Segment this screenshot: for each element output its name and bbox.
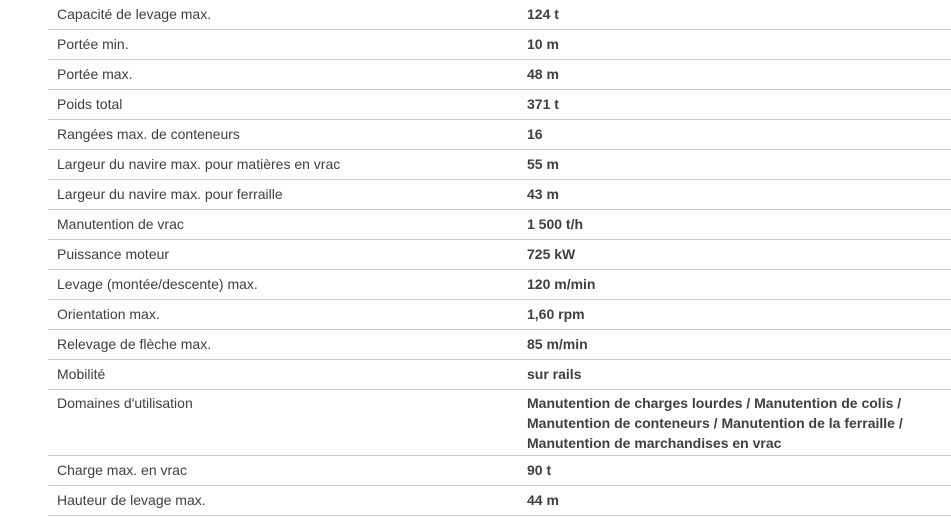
spec-value: Manutention de charges lourdes / Manutention de colis / Manutention de conteneurs / Manutention de la ferraille / Manutention de marchandises en vrac [527,395,903,451]
spec-row-levage-montee-descente [48,270,951,300]
spec-value: 1 500 t/h [527,216,584,232]
spec-row-largeur-navire-ferraille [48,180,951,210]
spec-row-poids-total [48,90,951,120]
spec-label: Hauteur de levage max. [57,492,206,508]
spec-label: Relevage de flèche max. [57,336,212,352]
spec-row-manutention-vrac [48,210,951,240]
spec-row-portee-max [48,60,951,90]
spec-value: 43 m [527,186,559,202]
spec-label: Domaines d'utilisation [57,395,193,411]
spec-label: Orientation max. [57,306,160,322]
spec-label: Rangées max. de conteneurs [57,126,240,142]
spec-row-relevage-fleche [48,330,951,360]
spec-value: 90 t [527,462,552,478]
spec-label: Largeur du navire max. pour ferraille [57,186,283,202]
spec-row-mobilite [48,360,951,390]
spec-row-capacite-levage [48,0,951,30]
specs-table [48,0,951,516]
spec-value: 10 m [527,36,559,52]
spec-value: 16 [527,126,543,142]
spec-value: 725 kW [527,246,576,262]
spec-label: Largeur du navire max. pour matières en vrac [57,156,341,172]
spec-label: Mobilité [57,366,106,382]
spec-value: 48 m [527,66,559,82]
spec-row-hauteur-levage [48,486,951,516]
spec-value: 55 m [527,156,559,172]
spec-label: Capacité de levage max. [57,6,212,22]
spec-label: Portée max. [57,66,133,82]
spec-value: 85 m/min [527,336,588,352]
spec-value: 1,60 rpm [527,306,585,322]
spec-label: Puissance moteur [57,246,170,262]
spec-row-portee-min [48,30,951,60]
spec-value: 120 m/min [527,276,596,292]
spec-value: 371 t [527,96,559,112]
spec-value: sur rails [527,366,582,382]
spec-label: Manutention de vrac [57,216,184,232]
spec-value: 44 m [527,492,559,508]
spec-label: Portée min. [57,36,129,52]
spec-row-domaines-utilisation [48,390,951,456]
spec-row-orientation-max [48,300,951,330]
spec-row-rangees-conteneurs [48,120,951,150]
spec-row-charge-max-vrac [48,456,951,486]
spec-row-puissance-moteur [48,240,951,270]
spec-label: Levage (montée/descente) max. [57,276,258,292]
spec-label: Charge max. en vrac [57,462,187,478]
spec-row-largeur-navire-vrac [48,150,951,180]
spec-value: 124 t [527,6,559,22]
spec-label: Poids total [57,96,123,112]
